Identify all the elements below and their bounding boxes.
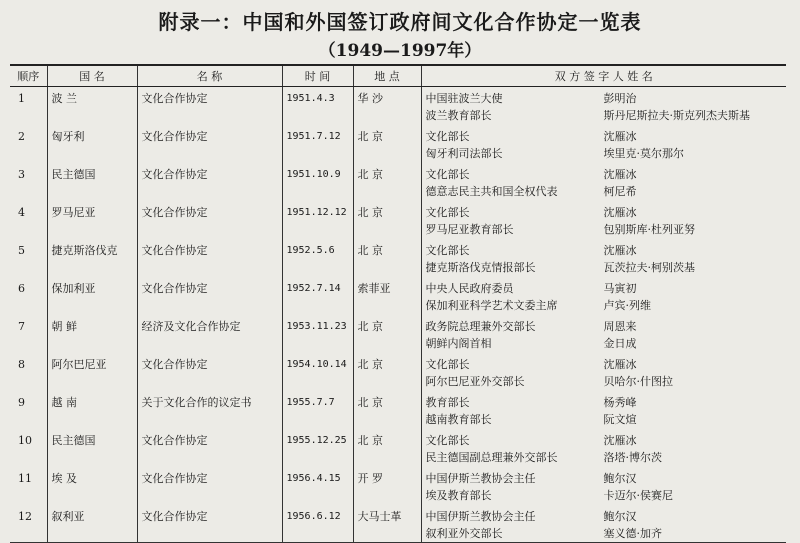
cell-country: 罗马尼亚 (47, 201, 137, 239)
signatory-name: 周恩来 (603, 319, 637, 333)
signatory-title: 中国伊斯兰教协会主任 (425, 509, 536, 523)
agreements-table (10, 64, 786, 543)
table-row (10, 201, 786, 239)
cell-signatories (421, 429, 786, 467)
signatory-line (426, 259, 783, 276)
signatory-line (426, 204, 783, 221)
signatory-line (426, 280, 783, 297)
header-seq: 顺序 (10, 65, 47, 87)
signatory-line (426, 356, 783, 373)
signatory-name: 斯丹尼斯拉夫·斯克列杰夫斯基 (603, 109, 750, 122)
table-row (10, 505, 786, 543)
cell-signatories (421, 201, 786, 239)
signatory-name: 卡迈尔·侯赛尼 (603, 488, 673, 502)
cell-agreement-name: 文化合作协定 (137, 467, 282, 505)
cell-signatories (421, 125, 786, 163)
cell-time: 1956.4.15 (282, 467, 353, 505)
signatory-name: 彭明治 (603, 92, 637, 105)
signatory-title: 文化部长 (425, 167, 470, 181)
table-row (10, 315, 786, 353)
signatory-name: 埃里克·莫尔那尔 (603, 146, 684, 160)
signatory-name: 沈雁冰 (603, 243, 637, 257)
cell-time: 1953.11.23 (282, 315, 353, 353)
cell-time: 1951.10.9 (282, 163, 353, 201)
cell-seq: 9 (18, 395, 25, 409)
signatory-title: 文化部长 (425, 129, 470, 143)
cell-country: 埃 及 (47, 467, 137, 505)
signatory-title: 朝鲜内阁首相 (425, 336, 492, 350)
signatory-name: 瓦茨拉夫·柯别茨基 (603, 260, 695, 274)
cell-agreement-name: 文化合作协定 (137, 277, 282, 315)
signatory-line (426, 373, 783, 390)
cell-signatories (421, 277, 786, 315)
cell-agreement-name: 文化合作协定 (137, 239, 282, 277)
cell-seq: 6 (18, 281, 25, 295)
cell-agreement-name: 文化合作协定 (137, 125, 282, 163)
table-row (10, 277, 786, 315)
cell-place: 大马士革 (353, 505, 421, 543)
page-title: 附录一：中国和外国签订政府间文化合作协定一览表 (158, 10, 642, 34)
signatory-title: 德意志民主共和国全权代表 (425, 184, 558, 198)
cell-time: 1955.12.25 (282, 429, 353, 467)
cell-time: 1951.4.3 (282, 87, 353, 125)
signatory-line (426, 107, 783, 124)
header-country: 国 名 (47, 65, 137, 87)
signatory-name: 包别斯库·杜列亚努 (603, 222, 695, 236)
signatory-line (426, 166, 783, 183)
signatory-name: 鲍尔汉 (603, 471, 637, 485)
header-place: 地 点 (353, 65, 421, 87)
table-row (10, 125, 786, 163)
cell-time: 1952.7.14 (282, 277, 353, 315)
signatory-line (426, 242, 783, 259)
signatory-line (426, 394, 783, 411)
cell-country: 民主德国 (47, 163, 137, 201)
signatory-title: 叙利亚外交部长 (425, 526, 503, 540)
signatory-name: 卢宾·列维 (603, 298, 651, 312)
cell-agreement-name: 文化合作协定 (137, 87, 282, 125)
cell-country: 阿尔巴尼亚 (47, 353, 137, 391)
cell-time: 1951.12.12 (282, 201, 353, 239)
cell-signatories (421, 353, 786, 391)
cell-time: 1955.7.7 (282, 391, 353, 429)
signatory-name: 沈雁冰 (603, 167, 637, 181)
signatory-title: 匈牙利司法部长 (425, 146, 503, 160)
cell-seq: 8 (18, 357, 25, 371)
signatory-line (426, 449, 783, 466)
signatory-title: 文化部长 (425, 357, 470, 371)
cell-agreement-name: 文化合作协定 (137, 353, 282, 391)
cell-signatories (421, 467, 786, 505)
signatory-line (426, 221, 783, 238)
cell-time: 1956.6.12 (282, 505, 353, 543)
cell-country: 叙利亚 (47, 505, 137, 543)
cell-country: 民主德国 (47, 429, 137, 467)
cell-seq: 1 (18, 92, 25, 105)
cell-seq: 3 (18, 167, 25, 181)
cell-agreement-name: 文化合作协定 (137, 429, 282, 467)
signatory-name: 贝哈尔·什图拉 (603, 374, 673, 388)
table-body (10, 87, 786, 543)
signatory-line (426, 508, 783, 525)
cell-place: 开 罗 (353, 467, 421, 505)
signatory-title: 政务院总理兼外交部长 (425, 319, 536, 333)
signatory-line (426, 335, 783, 352)
cell-agreement-name: 关于文化合作的议定书 (137, 391, 282, 429)
cell-place: 北 京 (353, 201, 421, 239)
signatory-line (426, 318, 783, 335)
cell-place: 索菲亚 (353, 277, 421, 315)
cell-seq: 5 (18, 243, 25, 257)
cell-seq: 7 (18, 319, 25, 333)
cell-country: 越 南 (47, 391, 137, 429)
signatory-title: 文化部长 (425, 433, 470, 447)
cell-country: 保加利亚 (47, 277, 137, 315)
signatory-line (426, 411, 783, 428)
signatory-title: 中国伊斯兰教协会主任 (425, 471, 536, 485)
cell-signatories (421, 87, 786, 125)
signatory-title: 中国驻波兰大使 (425, 92, 503, 105)
cell-agreement-name: 文化合作协定 (137, 505, 282, 543)
table-row (10, 391, 786, 429)
signatory-name: 柯尼希 (603, 184, 637, 198)
table-row (10, 239, 786, 277)
signatory-title: 文化部长 (425, 205, 470, 219)
cell-country: 匈牙利 (47, 125, 137, 163)
page-subtitle: （1949—1997年） (318, 41, 482, 61)
cell-place: 华 沙 (353, 87, 421, 125)
cell-place: 北 京 (353, 163, 421, 201)
signatory-title: 罗马尼亚教育部长 (425, 222, 514, 236)
cell-time: 1951.7.12 (282, 125, 353, 163)
cell-seq: 2 (18, 129, 25, 143)
signatory-name: 沈雁冰 (603, 357, 637, 371)
cell-signatories (421, 391, 786, 429)
cell-time: 1954.10.14 (282, 353, 353, 391)
signatory-name: 塞义德·加齐 (603, 526, 662, 540)
signatory-title: 保加利亚科学艺术文委主席 (425, 298, 558, 312)
cell-seq: 10 (18, 433, 32, 447)
signatory-name: 杨秀峰 (603, 395, 637, 409)
cell-agreement-name: 文化合作协定 (137, 201, 282, 239)
signatory-title: 埃及教育部长 (425, 488, 492, 502)
header-time: 时 间 (282, 65, 353, 87)
signatory-name: 洛塔·博尔茨 (603, 450, 662, 464)
signatory-line (426, 183, 783, 200)
signatory-line (426, 90, 783, 107)
table-row (10, 87, 786, 125)
cell-agreement-name: 文化合作协定 (137, 163, 282, 201)
signatory-line (426, 145, 783, 162)
signatory-line (426, 432, 783, 449)
cell-country: 捷克斯洛伐克 (47, 239, 137, 277)
signatory-name: 马寅初 (603, 281, 637, 295)
signatory-line (426, 128, 783, 145)
cell-seq: 11 (18, 471, 32, 485)
signatory-title: 越南教育部长 (425, 412, 492, 426)
signatory-title: 中央人民政府委员 (425, 281, 514, 295)
cell-time: 1952.5.6 (282, 239, 353, 277)
table-row (10, 353, 786, 391)
cell-place: 北 京 (353, 429, 421, 467)
signatory-name: 鲍尔汉 (603, 509, 637, 523)
signatory-line (426, 487, 783, 504)
signatory-name: 沈雁冰 (603, 433, 637, 447)
table-row (10, 429, 786, 467)
cell-place: 北 京 (353, 391, 421, 429)
cell-signatories (421, 315, 786, 353)
cell-seq: 12 (10, 505, 47, 543)
signatory-title: 民主德国副总理兼外交部长 (425, 450, 558, 464)
cell-country: 朝 鲜 (47, 315, 137, 353)
table-header-row (10, 65, 786, 87)
signatory-line (426, 525, 783, 542)
signatory-name: 阮文煊 (603, 412, 637, 426)
cell-place: 北 京 (353, 239, 421, 277)
cell-seq: 4 (18, 205, 25, 219)
cell-place: 北 京 (353, 315, 421, 353)
cell-agreement-name: 经济及文化合作协定 (137, 315, 282, 353)
signatory-title: 阿尔巴尼亚外交部长 (425, 374, 525, 388)
signatory-title: 教育部长 (425, 395, 470, 409)
cell-country: 波 兰 (47, 87, 137, 125)
table-row (10, 163, 786, 201)
signatory-name: 沈雁冰 (603, 129, 637, 143)
signatory-name: 金日成 (603, 336, 637, 350)
cell-place: 北 京 (353, 125, 421, 163)
signatory-name: 沈雁冰 (603, 205, 637, 219)
signatory-title: 文化部长 (425, 243, 470, 257)
signatory-title: 波兰教育部长 (425, 109, 492, 122)
cell-place: 北 京 (353, 353, 421, 391)
header-signatories: 双 方 签 字 人 姓 名 (421, 65, 786, 87)
signatory-title: 捷克斯洛伐克情报部长 (425, 260, 536, 274)
cell-signatories (421, 505, 786, 543)
cell-signatories (421, 239, 786, 277)
signatory-line (426, 297, 783, 314)
signatory-line (426, 470, 783, 487)
table-row (10, 467, 786, 505)
cell-signatories (421, 163, 786, 201)
header-name: 名 称 (137, 65, 282, 87)
